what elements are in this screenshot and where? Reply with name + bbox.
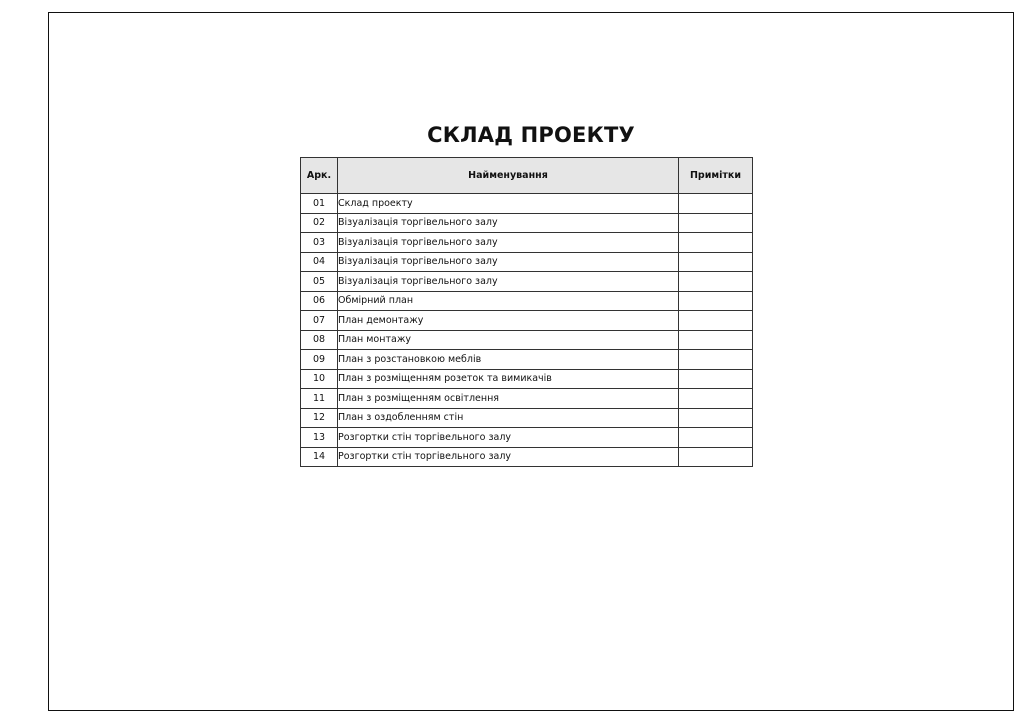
table-row	[301, 233, 753, 253]
row-notes	[679, 330, 753, 350]
row-name: Розгортки стін торгівельного залу	[338, 428, 679, 448]
row-notes	[679, 213, 753, 233]
row-name: Розгортки стін торгівельного залу	[338, 447, 679, 467]
row-name: План демонтажу	[338, 311, 679, 331]
row-notes	[679, 252, 753, 272]
row-notes	[679, 428, 753, 448]
row-sheet-number: 03	[301, 233, 338, 253]
row-notes	[679, 272, 753, 292]
table-row	[301, 369, 753, 389]
column-header-sheet: Арк.	[301, 158, 338, 194]
row-name: Візуалізація торгівельного залу	[338, 252, 679, 272]
table-row	[301, 447, 753, 467]
row-notes	[679, 311, 753, 331]
row-name: Візуалізація торгівельного залу	[338, 213, 679, 233]
row-name: План з розміщенням освітлення	[338, 389, 679, 409]
table-header-row	[301, 158, 753, 194]
row-sheet-number: 01	[301, 194, 338, 214]
table-row	[301, 350, 753, 370]
row-name: План монтажу	[338, 330, 679, 350]
row-notes	[679, 194, 753, 214]
table-row	[301, 311, 753, 331]
table-row	[301, 389, 753, 409]
table-row	[301, 428, 753, 448]
row-sheet-number: 07	[301, 311, 338, 331]
row-sheet-number: 06	[301, 291, 338, 311]
row-sheet-number: 11	[301, 389, 338, 409]
table-row	[301, 408, 753, 428]
page-title: СКЛАД ПРОЕКТУ	[427, 123, 635, 147]
table-row	[301, 194, 753, 214]
row-sheet-number: 09	[301, 350, 338, 370]
column-header-notes: Примітки	[679, 158, 753, 194]
row-notes	[679, 233, 753, 253]
row-sheet-number: 02	[301, 213, 338, 233]
row-sheet-number: 10	[301, 369, 338, 389]
row-name: Візуалізація торгівельного залу	[338, 233, 679, 253]
row-name: План з оздобленням стін	[338, 408, 679, 428]
row-sheet-number: 12	[301, 408, 338, 428]
row-notes	[679, 447, 753, 467]
row-notes	[679, 369, 753, 389]
row-name: План з розміщенням розеток та вимикачів	[338, 369, 679, 389]
row-name: План з розстановкою меблів	[338, 350, 679, 370]
row-sheet-number: 04	[301, 252, 338, 272]
table-row	[301, 291, 753, 311]
row-name: Візуалізація торгівельного залу	[338, 272, 679, 292]
drawing-sheet-frame	[48, 12, 1014, 711]
table-row	[301, 213, 753, 233]
contents-table	[300, 157, 753, 467]
row-name: Обмірний план	[338, 291, 679, 311]
column-header-name: Найменування	[338, 158, 679, 194]
row-sheet-number: 05	[301, 272, 338, 292]
table-row	[301, 272, 753, 292]
row-notes	[679, 389, 753, 409]
row-name: Склад проекту	[338, 194, 679, 214]
row-sheet-number: 14	[301, 447, 338, 467]
table-row	[301, 252, 753, 272]
row-notes	[679, 408, 753, 428]
table-row	[301, 330, 753, 350]
row-notes	[679, 291, 753, 311]
row-notes	[679, 350, 753, 370]
row-sheet-number: 13	[301, 428, 338, 448]
row-sheet-number: 08	[301, 330, 338, 350]
